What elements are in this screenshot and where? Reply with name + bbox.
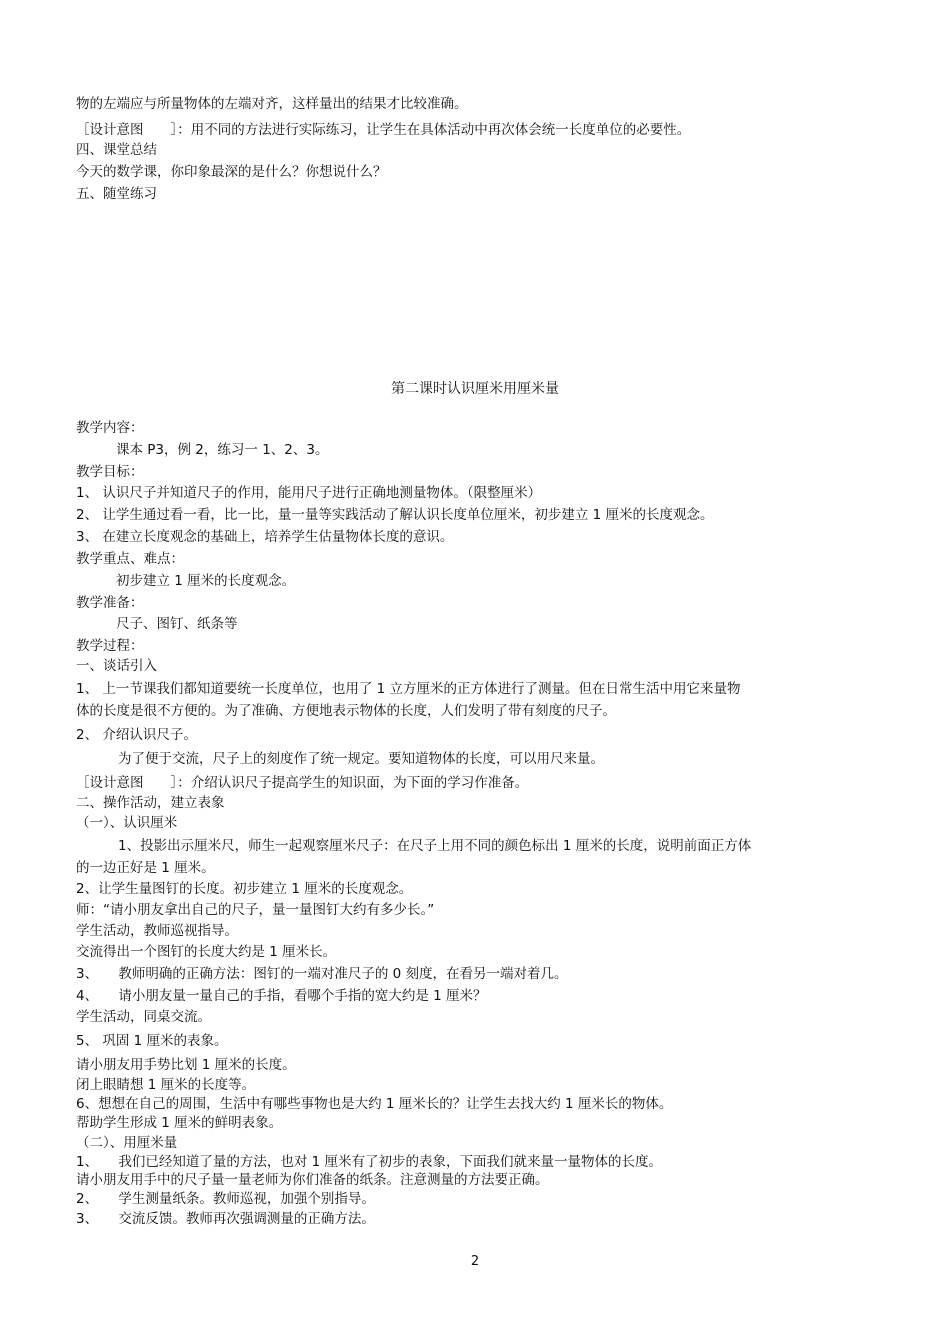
list-item: 1、 上一节课我们都知道要统一长度单位，也用了 1 立方厘米的正方体进行了测量。但在日常生活中用它来量物 bbox=[76, 681, 741, 697]
text-line: 为了便于交流，尺子上的刻度作了统一规定。要知道物体的长度，可以用尺来量。 bbox=[118, 751, 604, 767]
text-line: 请小朋友用手中的尺子量一量老师为你们准备的纸条。注意测量的方法要正确。 bbox=[76, 1172, 549, 1188]
list-item: 3、 在建立长度观念的基础上，培养学生估量物体长度的意识。 bbox=[76, 529, 454, 545]
subsection-heading: （一）、认识厘米 bbox=[76, 815, 178, 831]
label-line: 教学过程： bbox=[76, 638, 144, 654]
text-line: 帮助学生形成 1 厘米的鲜明表象。 bbox=[76, 1115, 283, 1131]
list-item: 3、 交流反馈。教师再次强调测量的正确方法。 bbox=[76, 1211, 375, 1227]
list-item: 3、 教师明确的正确方法：图钉的一端对准尺子的 0 刻度，在看另一端对着几。 bbox=[76, 966, 568, 982]
list-item: 6、想想在自己的周围，生活中有哪些事物也是大约 1 厘米长的？让学生去找大约 1 厘米长的物体。 bbox=[76, 1096, 673, 1112]
text-line: 的一边正好是 1 厘米。 bbox=[76, 860, 215, 876]
text-line: 课本 P3，例 2，练习一 1、2、3。 bbox=[116, 442, 329, 458]
design-intent-line: ［设计意图 ］：用不同的方法进行实际练习，让学生在具体活动中再次体会统一长度单位的必要性。 bbox=[76, 122, 691, 138]
list-item: 1、 认识尺子并知道尺子的作用，能用尺子进行正确地测量物体。（限整厘米） bbox=[76, 485, 542, 501]
label-line: 教学内容： bbox=[76, 420, 144, 436]
text-line: 请小朋友用手势比划 1 厘米的长度。 bbox=[76, 1057, 296, 1073]
list-item: 1、 我们已经知道了量的方法，也对 1 厘米有了初步的表象，下面我们就来量一量物体的长度。 bbox=[76, 1154, 663, 1170]
list-item: 1、投影出示厘米尺，师生一起观察厘米尺子：在尺子上用不同的颜色标出 1 厘米的长度，说明前面正方体 bbox=[118, 838, 752, 854]
section-heading: 一、谈话引入 bbox=[76, 658, 157, 674]
text-line: 闭上眼睛想 1 厘米的长度等。 bbox=[76, 1077, 256, 1093]
section-heading: 二、操作活动，建立表象 bbox=[76, 795, 225, 811]
text-line: 尺子、图钉、纸条等 bbox=[116, 616, 238, 632]
list-item: 2、 介绍认识尺子。 bbox=[76, 727, 197, 743]
label-line: 教学重点、难点： bbox=[76, 551, 184, 567]
text-line: 交流得出一个图钉的长度大约是 1 厘米长。 bbox=[76, 944, 337, 960]
text-line: 学生活动，同桌交流。 bbox=[76, 1009, 211, 1025]
list-item: 2、让学生量图钉的长度。初步建立 1 厘米的长度观念。 bbox=[76, 881, 413, 897]
list-item: 4、 请小朋友量一量自己的手指，看哪个手指的宽大约是 1 厘米？ bbox=[76, 988, 487, 1004]
section-heading: 五、随堂练习 bbox=[76, 186, 157, 202]
lesson-title: 第二课时认识厘米用厘米量 bbox=[391, 381, 559, 397]
list-item: 5、 巩固 1 厘米的表象。 bbox=[76, 1033, 228, 1049]
subsection-heading: （二）、用厘米量 bbox=[76, 1135, 178, 1151]
label-line: 教学目标： bbox=[76, 464, 144, 480]
section-heading: 四、课堂总结 bbox=[76, 142, 157, 158]
design-intent-line: ［设计意图 ］：介绍认识尺子提高学生的知识面，为下面的学习作准备。 bbox=[76, 775, 529, 791]
text-line: 初步建立 1 厘米的长度观念。 bbox=[116, 573, 296, 589]
text-line: 体的长度是很不方便的。为了准确、方便地表示物体的长度，人们发明了带有刻度的尺子。 bbox=[76, 703, 616, 719]
text-line: 今天的数学课，你印象最深的是什么？你想说什么？ bbox=[76, 164, 387, 180]
list-item: 2、 学生测量纸条。教师巡视，加强个别指导。 bbox=[76, 1191, 375, 1207]
text-line: 学生活动，教师巡视指导。 bbox=[76, 923, 238, 939]
text-line: 师：“请小朋友拿出自己的尺子，量一量图钉大约有多少长。” bbox=[76, 902, 435, 918]
text-line: 物的左端应与所量物体的左端对齐，这样量出的结果才比较准确。 bbox=[76, 96, 468, 112]
page-number: 2 bbox=[470, 1254, 480, 1269]
list-item: 2、 让学生通过看一看，比一比，量一量等实践活动了解认识长度单位厘米，初步建立 1 厘米的长度观念。 bbox=[76, 507, 714, 523]
label-line: 教学准备： bbox=[76, 595, 144, 611]
